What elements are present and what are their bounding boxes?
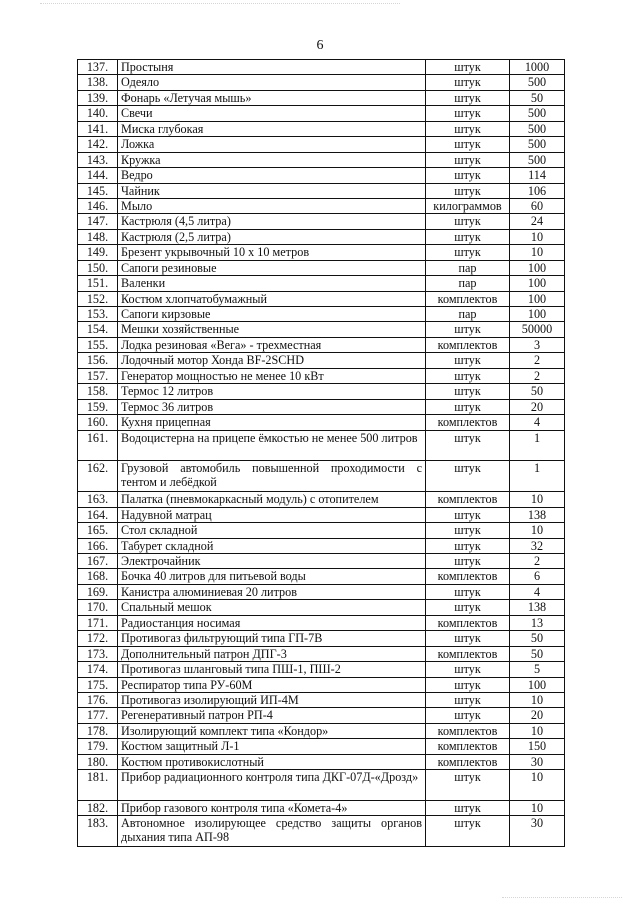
row-number-cell: 143. xyxy=(78,152,118,167)
quantity-cell: 4 xyxy=(510,415,565,430)
row-number-cell: 178. xyxy=(78,723,118,738)
row-number-cell: 167. xyxy=(78,554,118,569)
item-name-cell: Кружка xyxy=(118,152,426,167)
row-number-cell: 148. xyxy=(78,229,118,244)
unit-cell: штук xyxy=(426,600,510,615)
table-row xyxy=(78,337,565,352)
table-row xyxy=(78,121,565,136)
unit-cell: штук xyxy=(426,538,510,553)
item-name-cell: Водоцистерна на прицепе ёмкостью не менее 500 литров xyxy=(118,430,426,461)
unit-cell: штук xyxy=(426,801,510,816)
item-name-cell: Брезент укрывочный 10 х 10 метров xyxy=(118,245,426,260)
table-row xyxy=(78,754,565,769)
row-number-cell: 159. xyxy=(78,399,118,414)
quantity-cell: 2 xyxy=(510,368,565,383)
item-name-cell: Лодка резиновая «Вега» - трехместная xyxy=(118,337,426,352)
item-name-cell: Стол складной xyxy=(118,523,426,538)
quantity-cell: 3 xyxy=(510,337,565,352)
table-row xyxy=(78,307,565,322)
item-name-cell: Респиратор типа РУ-60М xyxy=(118,677,426,692)
item-name-cell: Валенки xyxy=(118,276,426,291)
table-row xyxy=(78,816,565,847)
row-number-cell: 145. xyxy=(78,183,118,198)
item-name-cell: Прибор газового контроля типа «Комета-4» xyxy=(118,801,426,816)
row-number-cell: 175. xyxy=(78,677,118,692)
row-number-cell: 138. xyxy=(78,75,118,90)
row-number-cell: 137. xyxy=(78,60,118,75)
unit-cell: штук xyxy=(426,554,510,569)
row-number-cell: 146. xyxy=(78,198,118,213)
item-name-cell: Костюм противокислотный xyxy=(118,754,426,769)
quantity-cell: 10 xyxy=(510,692,565,707)
table-row xyxy=(78,692,565,707)
row-number-cell: 153. xyxy=(78,307,118,322)
quantity-cell: 10 xyxy=(510,523,565,538)
item-name-cell: Кастрюля (2,5 литра) xyxy=(118,229,426,244)
quantity-cell: 50 xyxy=(510,90,565,105)
unit-cell: комплектов xyxy=(426,615,510,630)
quantity-cell: 100 xyxy=(510,307,565,322)
item-name-cell: Костюм защитный Л-1 xyxy=(118,739,426,754)
row-number-cell: 183. xyxy=(78,816,118,847)
item-name-cell: Кастрюля (4,5 литра) xyxy=(118,214,426,229)
unit-cell: штук xyxy=(426,631,510,646)
unit-cell: штук xyxy=(426,692,510,707)
row-number-cell: 161. xyxy=(78,430,118,461)
table-row xyxy=(78,276,565,291)
quantity-cell: 30 xyxy=(510,816,565,847)
quantity-cell: 10 xyxy=(510,801,565,816)
item-name-cell: Миска глубокая xyxy=(118,121,426,136)
quantity-cell: 100 xyxy=(510,677,565,692)
unit-cell: штук xyxy=(426,137,510,152)
quantity-cell: 100 xyxy=(510,291,565,306)
table-row xyxy=(78,801,565,816)
item-name-cell: Свечи xyxy=(118,106,426,121)
row-number-cell: 163. xyxy=(78,492,118,507)
item-name-cell: Сапоги резиновые xyxy=(118,260,426,275)
quantity-cell: 500 xyxy=(510,121,565,136)
item-name-cell: Костюм хлопчатобумажный xyxy=(118,291,426,306)
table-row xyxy=(78,260,565,275)
item-name-cell: Сапоги кирзовые xyxy=(118,307,426,322)
row-number-cell: 141. xyxy=(78,121,118,136)
unit-cell: штук xyxy=(426,214,510,229)
item-name-cell: Электрочайник xyxy=(118,554,426,569)
item-name-cell: Противогаз фильтрующий типа ГП-7В xyxy=(118,631,426,646)
unit-cell: комплектов xyxy=(426,492,510,507)
table-row xyxy=(78,152,565,167)
quantity-cell: 6 xyxy=(510,569,565,584)
item-name-cell: Прибор радиационного контроля типа ДКГ-07Д-«Дрозд» xyxy=(118,770,426,801)
table-row xyxy=(78,615,565,630)
item-name-cell: Грузовой автомобиль повышенной проходимости с тентом и лебёдкой xyxy=(118,461,426,492)
item-name-cell: Одеяло xyxy=(118,75,426,90)
item-name-cell: Термос 12 литров xyxy=(118,384,426,399)
unit-cell: штук xyxy=(426,708,510,723)
quantity-cell: 10 xyxy=(510,229,565,244)
unit-cell: комплектов xyxy=(426,569,510,584)
unit-cell: комплектов xyxy=(426,337,510,352)
unit-cell: штук xyxy=(426,75,510,90)
item-name-cell: Мешки хозяйственные xyxy=(118,322,426,337)
quantity-cell: 100 xyxy=(510,260,565,275)
item-name-cell: Чайник xyxy=(118,183,426,198)
table-row xyxy=(78,569,565,584)
item-name-cell: Лодочный мотор Хонда BF-2SCHD xyxy=(118,353,426,368)
row-number-cell: 149. xyxy=(78,245,118,260)
quantity-cell: 1000 xyxy=(510,60,565,75)
item-name-cell: Кухня прицепная xyxy=(118,415,426,430)
item-name-cell: Дополнительный патрон ДПГ-3 xyxy=(118,646,426,661)
unit-cell: штук xyxy=(426,507,510,522)
unit-cell: штук xyxy=(426,229,510,244)
unit-cell: штук xyxy=(426,152,510,167)
table-row xyxy=(78,662,565,677)
table-row xyxy=(78,399,565,414)
quantity-cell: 10 xyxy=(510,770,565,801)
quantity-cell: 24 xyxy=(510,214,565,229)
page-number: 6 xyxy=(316,38,324,53)
unit-cell: штук xyxy=(426,816,510,847)
row-number-cell: 179. xyxy=(78,739,118,754)
row-number-cell: 168. xyxy=(78,569,118,584)
table-row xyxy=(78,677,565,692)
table-row xyxy=(78,322,565,337)
quantity-cell: 32 xyxy=(510,538,565,553)
table-row xyxy=(78,291,565,306)
table-row xyxy=(78,631,565,646)
item-name-cell: Мыло xyxy=(118,198,426,213)
table-row xyxy=(78,168,565,183)
quantity-cell: 106 xyxy=(510,183,565,198)
quantity-cell: 50 xyxy=(510,631,565,646)
row-number-cell: 150. xyxy=(78,260,118,275)
unit-cell: штук xyxy=(426,461,510,492)
scan-artifact-bottom xyxy=(502,897,622,899)
quantity-cell: 150 xyxy=(510,739,565,754)
table-row xyxy=(78,523,565,538)
unit-cell: штук xyxy=(426,183,510,198)
table-row xyxy=(78,600,565,615)
table-row xyxy=(78,198,565,213)
quantity-cell: 500 xyxy=(510,152,565,167)
quantity-cell: 4 xyxy=(510,584,565,599)
unit-cell: штук xyxy=(426,677,510,692)
table-row xyxy=(78,106,565,121)
table-row xyxy=(78,75,565,90)
table-row xyxy=(78,60,565,75)
table-row xyxy=(78,214,565,229)
table-row xyxy=(78,492,565,507)
item-name-cell: Регенеративный патрон РП-4 xyxy=(118,708,426,723)
item-name-cell: Фонарь «Летучая мышь» xyxy=(118,90,426,105)
row-number-cell: 157. xyxy=(78,368,118,383)
quantity-cell: 1 xyxy=(510,461,565,492)
unit-cell: пар xyxy=(426,307,510,322)
unit-cell: пар xyxy=(426,260,510,275)
item-name-cell: Простыня xyxy=(118,60,426,75)
table-row xyxy=(78,708,565,723)
unit-cell: штук xyxy=(426,353,510,368)
quantity-cell: 10 xyxy=(510,492,565,507)
row-number-cell: 160. xyxy=(78,415,118,430)
unit-cell: штук xyxy=(426,770,510,801)
row-number-cell: 169. xyxy=(78,584,118,599)
row-number-cell: 176. xyxy=(78,692,118,707)
table-row xyxy=(78,90,565,105)
item-name-cell: Термос 36 литров xyxy=(118,399,426,414)
table-row xyxy=(78,584,565,599)
row-number-cell: 151. xyxy=(78,276,118,291)
quantity-cell: 500 xyxy=(510,75,565,90)
unit-cell: комплектов xyxy=(426,754,510,769)
table-row xyxy=(78,461,565,492)
quantity-cell: 5 xyxy=(510,662,565,677)
quantity-cell: 60 xyxy=(510,198,565,213)
table-row xyxy=(78,353,565,368)
unit-cell: штук xyxy=(426,60,510,75)
quantity-cell: 500 xyxy=(510,137,565,152)
row-number-cell: 158. xyxy=(78,384,118,399)
item-name-cell: Изолирующий комплект типа «Кондор» xyxy=(118,723,426,738)
row-number-cell: 144. xyxy=(78,168,118,183)
row-number-cell: 142. xyxy=(78,137,118,152)
item-name-cell: Надувной матрац xyxy=(118,507,426,522)
table-row xyxy=(78,723,565,738)
table-row xyxy=(78,538,565,553)
row-number-cell: 156. xyxy=(78,353,118,368)
unit-cell: штук xyxy=(426,245,510,260)
item-name-cell: Ложка xyxy=(118,137,426,152)
table-row xyxy=(78,770,565,801)
unit-cell: штук xyxy=(426,430,510,461)
row-number-cell: 181. xyxy=(78,770,118,801)
items-table-body xyxy=(78,60,565,847)
row-number-cell: 173. xyxy=(78,646,118,661)
table-row xyxy=(78,430,565,461)
quantity-cell: 50000 xyxy=(510,322,565,337)
table-row xyxy=(78,739,565,754)
row-number-cell: 177. xyxy=(78,708,118,723)
table-row xyxy=(78,245,565,260)
item-name-cell: Радиостанция носимая xyxy=(118,615,426,630)
unit-cell: штук xyxy=(426,106,510,121)
item-name-cell: Автономное изолирующее средство защиты органов дыхания типа АП-98 xyxy=(118,816,426,847)
unit-cell: штук xyxy=(426,90,510,105)
item-name-cell: Табурет складной xyxy=(118,538,426,553)
unit-cell: штук xyxy=(426,523,510,538)
table-row xyxy=(78,415,565,430)
quantity-cell: 13 xyxy=(510,615,565,630)
unit-cell: пар xyxy=(426,276,510,291)
row-number-cell: 140. xyxy=(78,106,118,121)
unit-cell: комплектов xyxy=(426,739,510,754)
row-number-cell: 180. xyxy=(78,754,118,769)
item-name-cell: Противогаз изолирующий ИП-4М xyxy=(118,692,426,707)
quantity-cell: 2 xyxy=(510,554,565,569)
quantity-cell: 10 xyxy=(510,245,565,260)
unit-cell: штук xyxy=(426,584,510,599)
table-row xyxy=(78,646,565,661)
item-name-cell: Палатка (пневмокаркасный модуль) с отопителем xyxy=(118,492,426,507)
unit-cell: штук xyxy=(426,168,510,183)
unit-cell: килограммов xyxy=(426,198,510,213)
table-row xyxy=(78,137,565,152)
quantity-cell: 20 xyxy=(510,399,565,414)
row-number-cell: 182. xyxy=(78,801,118,816)
row-number-cell: 162. xyxy=(78,461,118,492)
item-name-cell: Противогаз шланговый типа ПШ-1, ПШ-2 xyxy=(118,662,426,677)
quantity-cell: 20 xyxy=(510,708,565,723)
unit-cell: штук xyxy=(426,399,510,414)
unit-cell: штук xyxy=(426,121,510,136)
row-number-cell: 154. xyxy=(78,322,118,337)
quantity-cell: 138 xyxy=(510,600,565,615)
unit-cell: штук xyxy=(426,384,510,399)
table-row xyxy=(78,368,565,383)
row-number-cell: 166. xyxy=(78,538,118,553)
row-number-cell: 139. xyxy=(78,90,118,105)
quantity-cell: 30 xyxy=(510,754,565,769)
item-name-cell: Спальный мешок xyxy=(118,600,426,615)
quantity-cell: 114 xyxy=(510,168,565,183)
quantity-cell: 50 xyxy=(510,646,565,661)
row-number-cell: 171. xyxy=(78,615,118,630)
unit-cell: комплектов xyxy=(426,291,510,306)
row-number-cell: 147. xyxy=(78,214,118,229)
unit-cell: штук xyxy=(426,322,510,337)
table-row xyxy=(78,229,565,244)
row-number-cell: 172. xyxy=(78,631,118,646)
quantity-cell: 100 xyxy=(510,276,565,291)
item-name-cell: Бочка 40 литров для питьевой воды xyxy=(118,569,426,584)
items-table xyxy=(77,59,565,847)
row-number-cell: 170. xyxy=(78,600,118,615)
row-number-cell: 155. xyxy=(78,337,118,352)
unit-cell: штук xyxy=(426,368,510,383)
quantity-cell: 138 xyxy=(510,507,565,522)
table-row xyxy=(78,183,565,198)
item-name-cell: Генератор мощностью не менее 10 кВт xyxy=(118,368,426,383)
row-number-cell: 165. xyxy=(78,523,118,538)
quantity-cell: 50 xyxy=(510,384,565,399)
quantity-cell: 1 xyxy=(510,430,565,461)
unit-cell: комплектов xyxy=(426,723,510,738)
quantity-cell: 2 xyxy=(510,353,565,368)
item-name-cell: Ведро xyxy=(118,168,426,183)
unit-cell: комплектов xyxy=(426,415,510,430)
table-row xyxy=(78,507,565,522)
table-row xyxy=(78,384,565,399)
row-number-cell: 164. xyxy=(78,507,118,522)
table-row xyxy=(78,554,565,569)
unit-cell: штук xyxy=(426,662,510,677)
unit-cell: комплектов xyxy=(426,646,510,661)
row-number-cell: 152. xyxy=(78,291,118,306)
quantity-cell: 500 xyxy=(510,106,565,121)
quantity-cell: 10 xyxy=(510,723,565,738)
scan-artifact-top xyxy=(40,3,400,5)
item-name-cell: Канистра алюминиевая 20 литров xyxy=(118,584,426,599)
row-number-cell: 174. xyxy=(78,662,118,677)
